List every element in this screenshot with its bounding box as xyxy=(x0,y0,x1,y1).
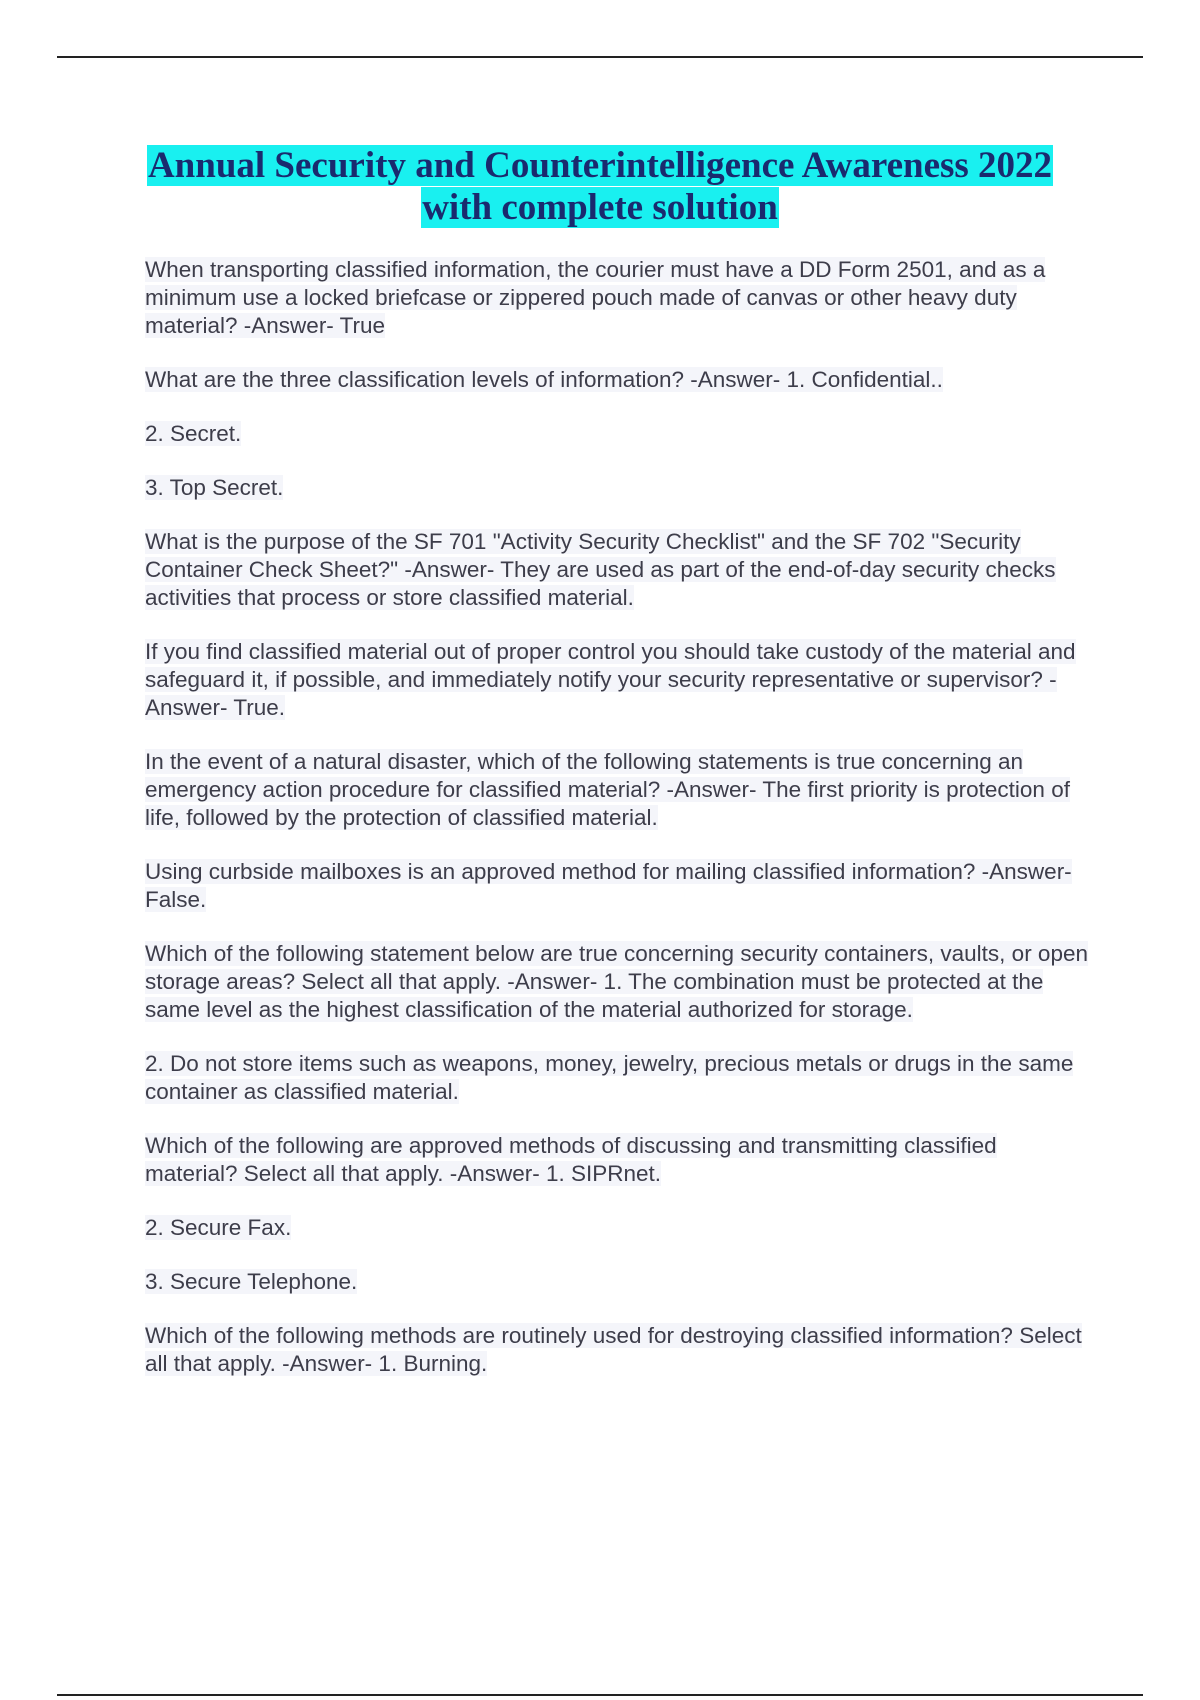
paragraph-text: What is the purpose of the SF 701 "Activity Security Checklist" and the SF 702 "Security Container Check Sheet?" -Answer- They are used as part of the end-of-day security checks activities that process or store classified material. xyxy=(145,529,1056,610)
title-line-1: Annual Security and Counterintelligence Awareness 2022 xyxy=(147,145,1053,186)
paragraph-text: When transporting classified information, the courier must have a DD Form 2501, and as a minimum use a locked briefcase or zippered pouch made of canvas or other heavy duty material? -Answer- True xyxy=(145,257,1046,338)
header-rule xyxy=(57,56,1143,58)
paragraph-text: 2. Do not store items such as weapons, money, jewelry, precious metals or drugs in the same container as classified material. xyxy=(145,1051,1074,1104)
paragraph xyxy=(145,638,1090,722)
title-line-2: with complete solution xyxy=(422,187,778,228)
paragraph xyxy=(145,748,1090,832)
paragraph-text: 3. Top Secret. xyxy=(145,475,284,500)
paragraph-text: 3. Secure Telephone. xyxy=(145,1269,358,1294)
paragraph xyxy=(145,1050,1090,1106)
document-title xyxy=(120,145,1080,229)
paragraph xyxy=(145,256,1090,340)
paragraph-text: 2. Secret. xyxy=(145,421,242,446)
paragraph xyxy=(145,528,1090,612)
paragraph-text: What are the three classification levels of information? -Answer- 1. Confidential.. xyxy=(145,367,943,392)
paragraph xyxy=(145,1132,1090,1188)
paragraph xyxy=(145,420,1090,448)
document-body xyxy=(145,256,1090,1404)
paragraph xyxy=(145,1214,1090,1242)
paragraph xyxy=(145,474,1090,502)
paragraph-text: Which of the following are approved methods of discussing and transmitting classified material? Select all that apply. -Answer- 1. SIPRnet. xyxy=(145,1133,997,1186)
paragraph xyxy=(145,366,1090,394)
paragraph xyxy=(145,1268,1090,1296)
footer-rule xyxy=(57,1694,1143,1696)
paragraph-text: If you find classified material out of proper control you should take custody of the material and safeguard it, if possible, and immediately notify your security representative or supervisor? -Answer- True. xyxy=(145,639,1076,720)
paragraph-text: Which of the following statement below are true concerning security containers, vaults, or open storage areas? Select all that apply. -Answer- 1. The combination must be protected at the same level as the highest classification of the material authorized for storage. xyxy=(145,941,1088,1022)
paragraph-text: Using curbside mailboxes is an approved method for mailing classified information? -Answer- False. xyxy=(145,859,1072,912)
paragraph-text: In the event of a natural disaster, which of the following statements is true concerning an emergency action procedure for classified material? -Answer- The first priority is protection of life, followed by the protection of classified material. xyxy=(145,749,1070,830)
paragraph-text: Which of the following methods are routinely used for destroying classified information? Select all that apply. -Answer- 1. Burning. xyxy=(145,1323,1082,1376)
paragraph xyxy=(145,940,1090,1024)
paragraph xyxy=(145,858,1090,914)
paragraph xyxy=(145,1322,1090,1378)
paragraph-text: 2. Secure Fax. xyxy=(145,1215,292,1240)
